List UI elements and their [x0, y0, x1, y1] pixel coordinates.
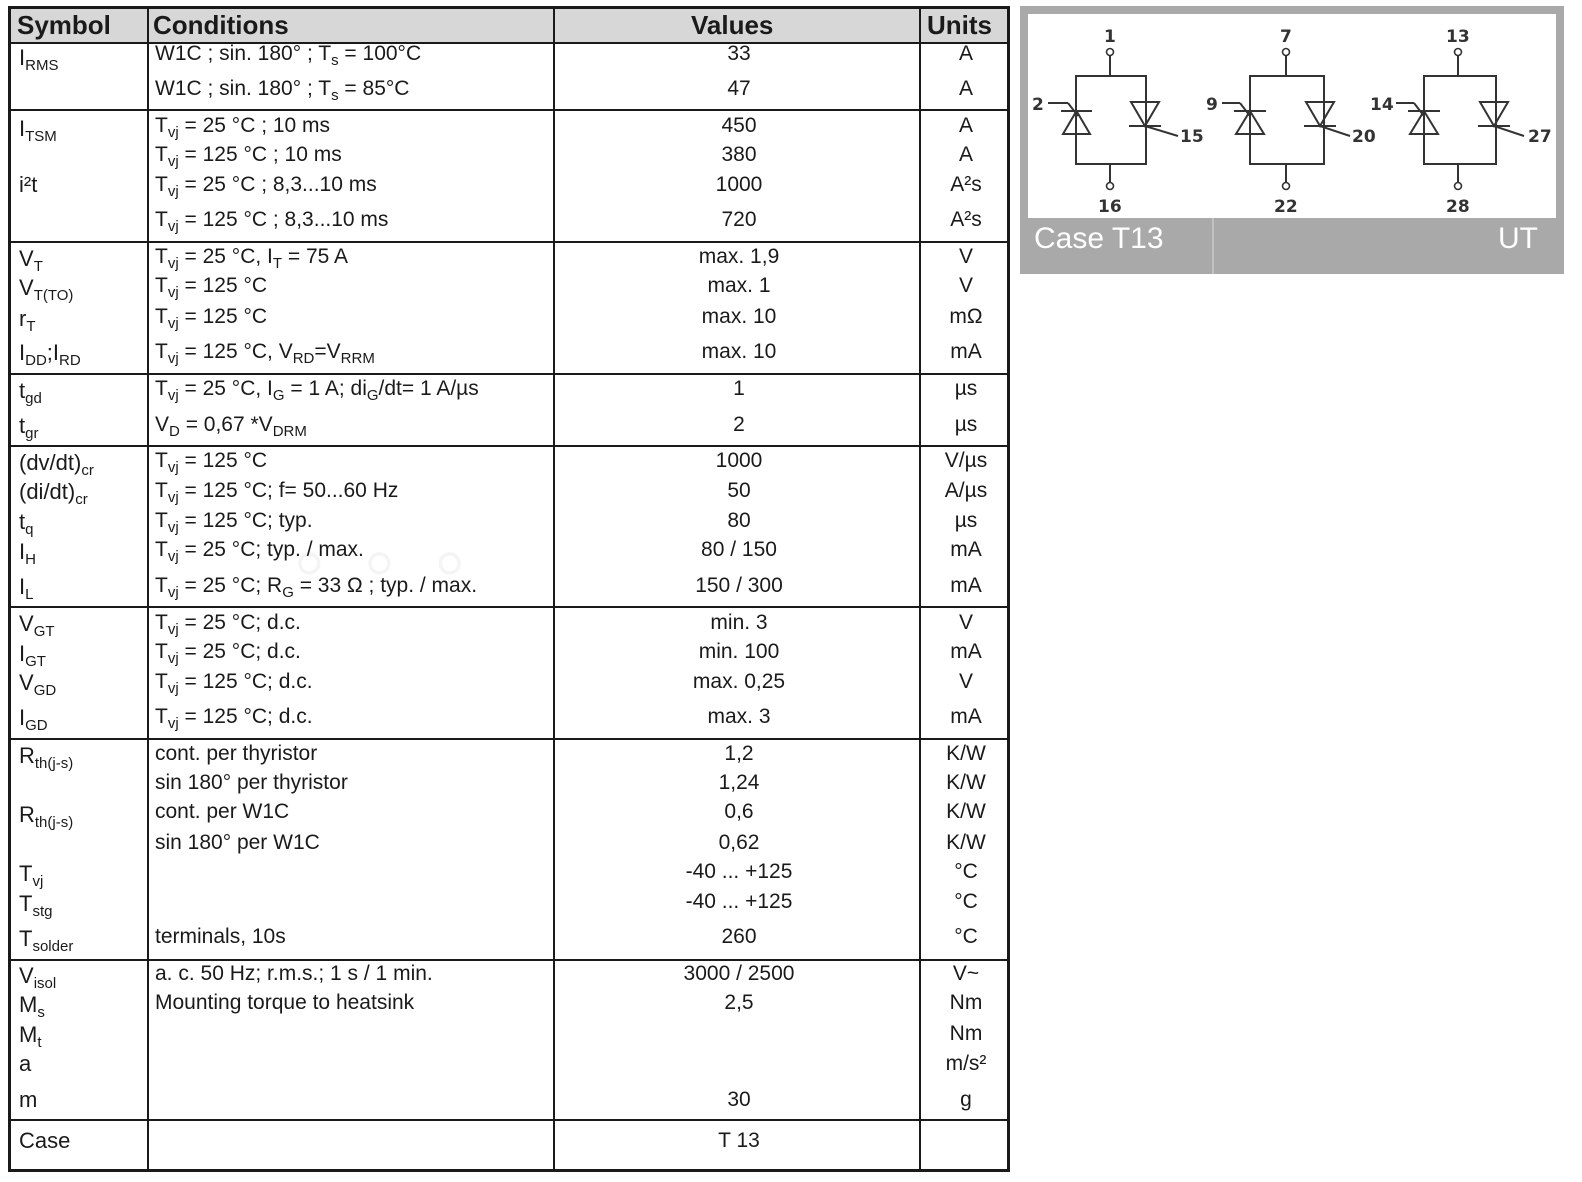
column-divider: [553, 9, 555, 1169]
symbol-tstg: $T_{stg}$: [19, 891, 53, 920]
value-ih: 80 / 150: [701, 538, 777, 561]
table-header: [11, 9, 1007, 44]
pin-label: 13: [1446, 27, 1470, 47]
value-visol: 3000 / 2500: [683, 962, 795, 985]
value-tgd: 1: [733, 377, 745, 400]
symbol-irms: $I_{RMS}$: [19, 45, 59, 74]
value-rth-3: 0,6: [724, 800, 754, 823]
unit-i2t-2: A²s: [950, 208, 982, 231]
symbol-visol: $V_{isol}$: [19, 963, 57, 992]
value-i2t-2: 720: [721, 208, 757, 231]
pin-label: 16: [1098, 197, 1122, 217]
cond-rth-2: sin 180° per thyristor: [155, 771, 348, 794]
value-itsm-2: 380: [721, 143, 757, 166]
unit-visol: V~: [952, 962, 980, 985]
pin-label: 20: [1352, 127, 1376, 147]
pin-label: 15: [1180, 127, 1204, 147]
symbol-case: Case: [19, 1128, 71, 1153]
symbol-tvj: $T_{vj}$: [19, 861, 44, 890]
unit-idd: mA: [950, 340, 982, 363]
symbol-idd: $I_{DD};I_{RD}$: [19, 340, 81, 369]
symbol-igd: $I_{GD}$: [19, 705, 48, 734]
section-divider: [11, 373, 1007, 375]
unit-tsolder: °C: [954, 925, 978, 948]
symbol-itsm: $I_{TSM}$: [19, 116, 57, 145]
value-rt: max. 10: [701, 305, 777, 328]
cond-il: $T_{vj} = 25$ °C; $R_G = 33$ Ω ; typ. / max.: [155, 574, 478, 601]
value-idd: max. 10: [701, 340, 777, 363]
value-vgd: max. 0,25: [692, 670, 786, 693]
symbol-igt: $I_{GT}$: [19, 641, 46, 670]
header-units: Units: [927, 10, 992, 40]
unit-rth-3: K/W: [946, 800, 986, 823]
unit-tgr: µs: [954, 413, 978, 436]
unit-irms-2: A: [958, 77, 973, 100]
value-ms: 2,5: [724, 991, 754, 1014]
value-rth-4: 0,62: [718, 831, 760, 854]
cond-igt: $T_{vj} = 25$ °C; d.c.: [155, 640, 301, 667]
cond-visol: a. c. 50 Hz; r.m.s.; 1 s / 1 min.: [155, 962, 433, 985]
cond-didt: $T_{vj} = 125$ °C; f= 50...60 Hz: [155, 479, 399, 506]
symbol-a: a: [19, 1051, 32, 1076]
unit-rth-2: K/W: [946, 771, 986, 794]
unit-vgd: V: [958, 670, 973, 693]
case-sublabel: UT: [1498, 222, 1538, 255]
unit-mt: Nm: [949, 1022, 983, 1045]
symbol-rth-w1c: $R_{th(j-s)}$: [19, 802, 74, 831]
value-tq: 80: [727, 509, 751, 532]
cond-vgt: $T_{vj} = 25$ °C; d.c.: [155, 611, 301, 638]
value-itsm-1: 450: [721, 114, 757, 137]
value-vtto: max. 1: [707, 274, 771, 297]
symbol-ms: $M_s$: [19, 992, 45, 1021]
pin-label: 22: [1274, 197, 1298, 217]
symbol-tsolder: $T_{solder}$: [19, 926, 74, 955]
unit-rth-1: K/W: [946, 742, 986, 765]
value-tgr: 2: [733, 413, 745, 436]
unit-itsm-2: A: [958, 143, 973, 166]
ratings-table: [8, 6, 1010, 1172]
symbol-didt: $(di/dt)_{cr}$: [19, 479, 88, 508]
cond-tgr: $V_D = 0,67$ $*V_{DRM}$: [155, 413, 307, 440]
cond-idd: $T_{vj} = 125$ °C, $V_{RD}=V_{RRM}$: [155, 340, 375, 367]
header-values: Values: [691, 10, 774, 40]
symbol-vt: $V_T$: [19, 246, 43, 275]
cond-itsm-2: $T_{vj} = 125$ °C ; 10 ms: [155, 143, 342, 170]
cond-rth-4: sin 180° per W1C: [155, 831, 320, 854]
unit-itsm-1: A: [958, 114, 973, 137]
value-didt: 50: [727, 479, 751, 502]
cond-rth-1: cont. per thyristor: [155, 742, 318, 765]
cond-tgd: $T_{vj} = 25$ °C, $I_G = 1$ A; $di_G/dt= 1$ A/µs: [155, 377, 479, 404]
cond-ih: $T_{vj} = 25$ °C; typ. / max.: [155, 538, 364, 565]
value-igd: max. 3: [707, 705, 771, 728]
symbol-i2t: i²t: [19, 172, 38, 197]
value-irms-2: 47: [727, 77, 751, 100]
cond-i2t-2: $T_{vj} = 125$ °C ; 8,3...10 ms: [155, 208, 389, 235]
cond-itsm-1: $T_{vj} = 25$ °C ; 10 ms: [155, 114, 331, 141]
column-divider: [147, 9, 149, 1169]
unit-dvdt: V/µs: [944, 449, 988, 472]
symbol-vtto: $V_{T(TO)}$: [19, 275, 74, 304]
cond-rth-3: cont. per W1C: [155, 800, 290, 823]
value-tsolder: 260: [721, 925, 757, 948]
value-rth-1: 1,2: [724, 742, 754, 765]
unit-irms-1: A: [958, 42, 973, 65]
section-divider: [11, 959, 1007, 961]
unit-didt: A/µs: [944, 479, 988, 502]
unit-a: m/s²: [945, 1052, 987, 1075]
unit-tgd: µs: [954, 377, 978, 400]
pin-label: 28: [1446, 197, 1470, 217]
cond-ms: Mounting torque to heatsink: [155, 991, 415, 1014]
value-rth-2: 1,24: [718, 771, 760, 794]
unit-tq: µs: [954, 509, 978, 532]
value-irms-1: 33: [727, 42, 751, 65]
cond-rt: $T_{vj} = 125$ °C: [155, 305, 268, 332]
unit-rth-4: K/W: [946, 831, 986, 854]
symbol-tgd: $t_{gd}$: [19, 378, 42, 407]
symbol-dvdt: $(dv/dt)_{cr}$: [19, 450, 94, 479]
cond-igd: $T_{vj} = 125$ °C; d.c.: [155, 705, 313, 732]
pin-label: 2: [1032, 95, 1044, 115]
cond-vgd: $T_{vj} = 125$ °C; d.c.: [155, 670, 313, 697]
unit-ms: Nm: [949, 991, 983, 1014]
unit-ih: mA: [950, 538, 982, 561]
unit-igt: mA: [950, 640, 982, 663]
cond-irms-1: W1C ; sin. 180° ; $T_s = 100^\circ C$: [155, 42, 422, 69]
symbol-ih: $I_H$: [19, 539, 36, 568]
value-dvdt: 1000: [715, 449, 763, 472]
symbol-tgr: $t_{gr}$: [19, 413, 39, 442]
case-diagram: [1020, 6, 1564, 274]
value-i2t-1: 1000: [715, 173, 763, 196]
value-vt: max. 1,9: [698, 245, 780, 268]
value-tstg: -40 ... +125: [685, 890, 793, 913]
symbol-m: m: [19, 1087, 38, 1112]
unit-vgt: V: [958, 611, 973, 634]
symbol-rth-thyristor: $R_{th(j-s)}$: [19, 743, 74, 772]
symbol-rt: $r_T$: [19, 306, 36, 335]
pin-label: 27: [1528, 127, 1552, 147]
symbol-mt: $M_t$: [19, 1022, 42, 1051]
unit-m: g: [960, 1088, 972, 1111]
cond-irms-2: W1C ; sin. 180° ; $T_s = 85^\circ C$: [155, 77, 410, 104]
symbol-il: $I_L$: [19, 574, 34, 603]
value-m: 30: [727, 1088, 751, 1111]
circuit-schematic: [1028, 14, 1556, 218]
unit-il: mA: [950, 574, 982, 597]
cond-vtto: $T_{vj} = 125$ °C: [155, 274, 268, 301]
header-symbol: Symbol: [17, 10, 111, 40]
cond-vt: $T_{vj} = 25$ °C, $I_T = 75$ A: [155, 245, 349, 272]
cond-tsolder: terminals, 10s: [155, 925, 286, 948]
pin-label: 14: [1370, 95, 1394, 115]
case-label: Case T13: [1034, 222, 1164, 255]
section-divider: [11, 445, 1007, 447]
value-igt: min. 100: [698, 640, 780, 663]
value-tvj: -40 ... +125: [685, 860, 793, 883]
symbol-vgd: $V_{GD}$: [19, 670, 57, 699]
value-vgt: min. 3: [710, 611, 768, 634]
unit-igd: mA: [950, 705, 982, 728]
unit-vtto: V: [958, 274, 973, 297]
unit-tvj: °C: [954, 860, 978, 883]
symbol-tq: $t_q$: [19, 509, 34, 538]
section-divider: [11, 1119, 1007, 1121]
value-il: 150 / 300: [695, 574, 783, 597]
section-divider: [11, 109, 1007, 111]
unit-i2t-1: A²s: [950, 173, 982, 196]
cond-tq: $T_{vj} = 125$ °C; typ.: [155, 509, 313, 536]
header-conditions: Conditions: [153, 10, 289, 40]
pin-label: 1: [1104, 27, 1116, 47]
section-divider: [11, 241, 1007, 243]
cond-i2t-1: $T_{vj} = 25$ °C ; 8,3...10 ms: [155, 173, 377, 200]
cond-dvdt: $T_{vj} = 125$ °C: [155, 449, 268, 476]
pin-label: 7: [1280, 27, 1292, 47]
unit-rt: mΩ: [949, 305, 983, 328]
value-case: T 13: [718, 1129, 760, 1152]
section-divider: [11, 738, 1007, 740]
section-divider: [11, 606, 1007, 608]
thyristor-module-schematic: [1028, 14, 1556, 218]
symbol-vgt: $V_{GT}$: [19, 611, 55, 640]
pin-label: 9: [1206, 95, 1218, 115]
unit-vt: V: [958, 245, 973, 268]
unit-tstg: °C: [954, 890, 978, 913]
case-label-divider: [1212, 218, 1214, 274]
